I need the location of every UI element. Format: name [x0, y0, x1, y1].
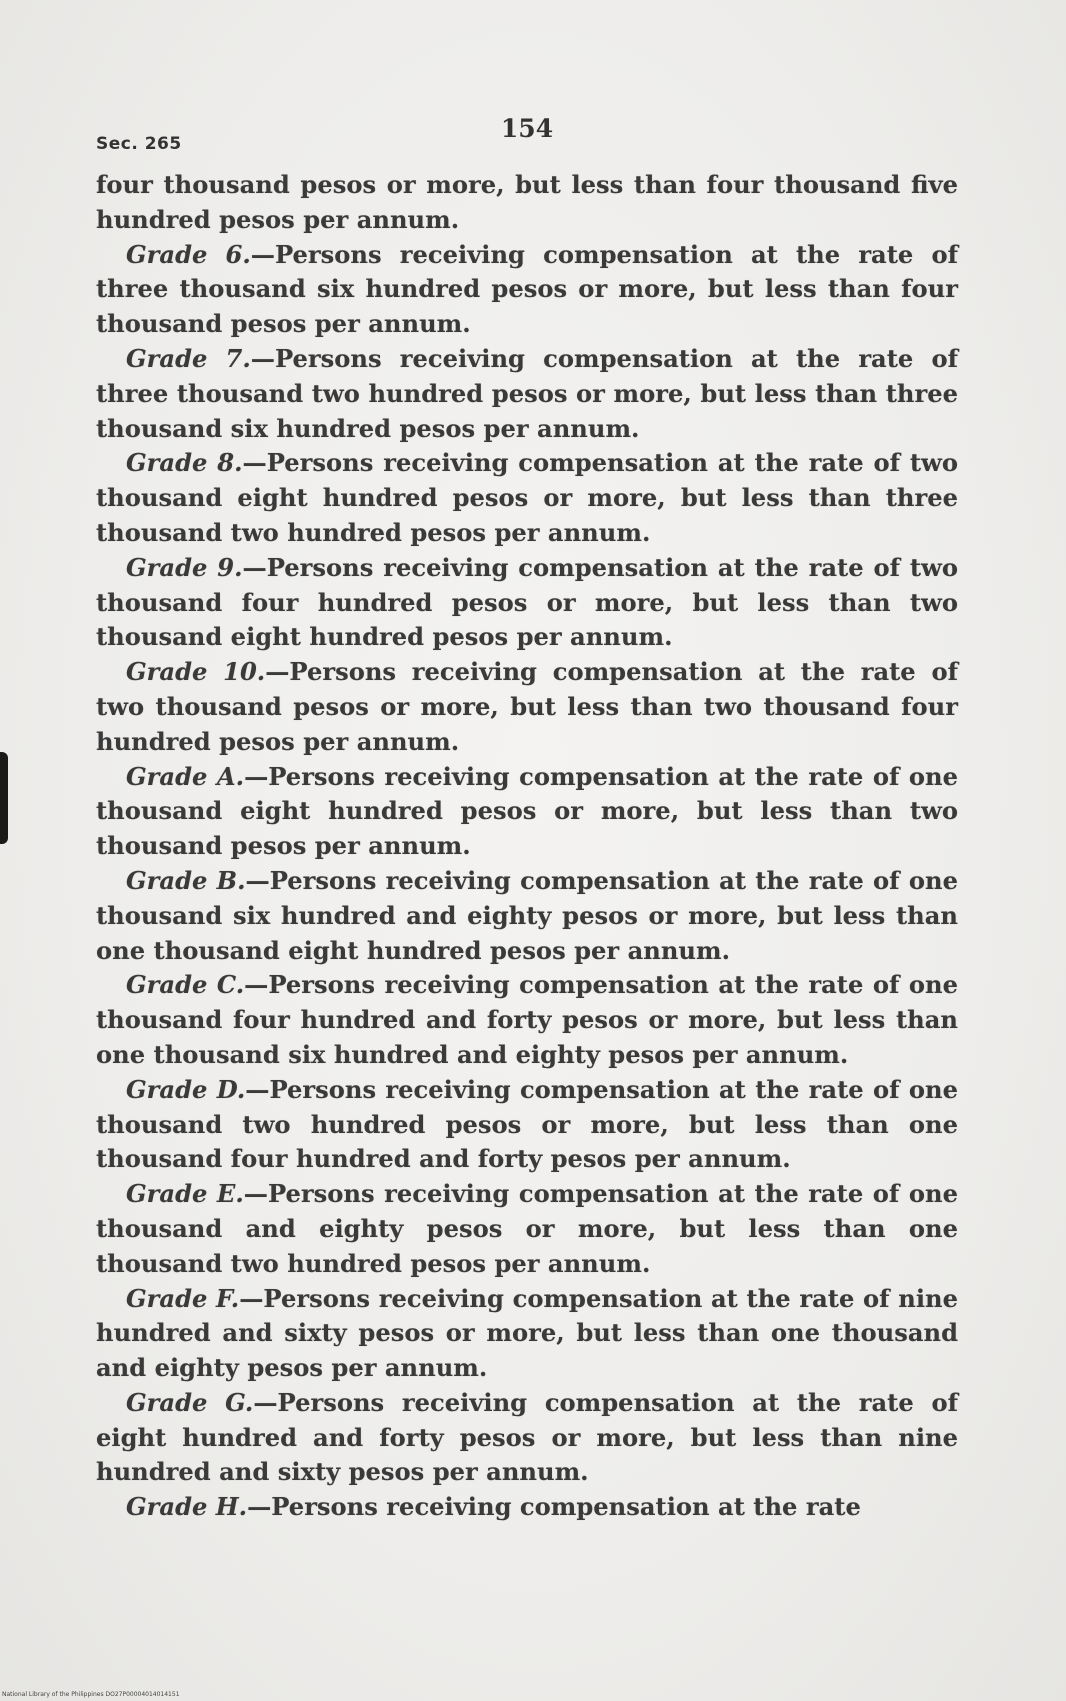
- grade-text: —Persons receiving compensation at the rate of one thousand eight hundred pesos or more, but less than two thousand pesos per annum.: [96, 761, 958, 861]
- page-header: [96, 114, 958, 154]
- body-text: [96, 168, 958, 1525]
- grade-paragraph: [96, 342, 958, 446]
- grade-text: —Persons receiving compensation at the rate of one thousand six hundred and eighty pesos or more, but less than one thousand eight hundred pesos per annum.: [96, 865, 958, 965]
- continuation-paragraph: four thousand pesos or more, but less than four thousand five hundred pesos per annum.: [96, 170, 958, 234]
- grade-label: Grade E.: [126, 1179, 244, 1209]
- grade-text: —Persons receiving compensation at the rate of two thousand eight hundred pesos or more, but less than three thousand two hundred pesos per annum.: [96, 448, 959, 547]
- grade-list: [96, 238, 958, 1525]
- grade-label: Grade F.: [126, 1283, 240, 1313]
- grade-label: Grade D.: [126, 1074, 246, 1104]
- grade-label: Grade G.: [126, 1387, 254, 1417]
- grade-label: Grade 8.: [126, 448, 243, 478]
- grade-paragraph: [96, 760, 958, 864]
- grade-label: Grade 6.: [126, 239, 251, 269]
- grade-paragraph: [96, 1177, 958, 1281]
- grade-label: Grade H.: [126, 1492, 248, 1522]
- grade-label: Grade C.: [126, 970, 245, 1000]
- grade-paragraph: [96, 968, 958, 1072]
- grade-paragraph: [96, 238, 958, 342]
- grade-text: —Persons receiving compensation at the rate: [247, 1492, 861, 1522]
- grade-text: —Persons receiving compensation at the rate of one thousand two hundred pesos or more, but less than one thousand four hundred and forty pesos per annum.: [96, 1074, 959, 1174]
- library-stamp: National Library of the Philippines DO27P00004014014151: [2, 1691, 180, 1698]
- grade-text: —Persons receiving compensation at the rate of two thousand four hundred pesos or more, but less than two thousand eight hundred pesos per annum.: [96, 552, 959, 652]
- grade-paragraph: [96, 1490, 958, 1525]
- grade-label: Grade A.: [126, 761, 245, 791]
- grade-paragraph: [96, 1073, 958, 1177]
- grade-label: Grade 10.: [126, 657, 266, 687]
- grade-text: —Persons receiving compensation at the rate of eight hundred and forty pesos or more, but less than nine hundred and sixty pesos per annum.: [96, 1387, 959, 1487]
- grade-paragraph: [96, 446, 958, 550]
- binding-edge-mark: [0, 752, 8, 844]
- grade-label: Grade 9.: [126, 552, 243, 582]
- grade-text: —Persons receiving compensation at the rate of one thousand four hundred and forty pesos or more, but less than one thousand six hundred and eighty pesos per annum.: [96, 970, 958, 1069]
- grade-paragraph: [96, 1282, 958, 1386]
- grade-paragraph: [96, 655, 958, 759]
- grade-label: Grade 7.: [126, 343, 251, 373]
- grade-text: —Persons receiving compensation at the rate of three thousand two hundred pesos or more, but less than three thousand six hundred pesos per annum.: [96, 343, 958, 443]
- page-number: 154: [500, 114, 554, 143]
- grade-label: Grade B.: [126, 865, 246, 895]
- section-label: Sec. 265: [96, 134, 182, 154]
- grade-text: —Persons receiving compensation at the rate of three thousand six hundred pesos or more, but less than four thousand pesos per annum.: [96, 239, 958, 339]
- grade-text: —Persons receiving compensation at the rate of one thousand and eighty pesos or more, but less than one thousand two hundred pesos per annum.: [96, 1179, 958, 1278]
- grade-paragraph: [96, 1386, 958, 1490]
- grade-paragraph: [96, 864, 958, 968]
- grade-text: —Persons receiving compensation at the rate of nine hundred and sixty pesos or more, but less than one thousand and eighty pesos per annum.: [96, 1283, 959, 1383]
- grade-text: —Persons receiving compensation at the rate of two thousand pesos or more, but less than two thousand four hundred pesos per annum.: [96, 657, 958, 756]
- grade-paragraph: [96, 551, 958, 655]
